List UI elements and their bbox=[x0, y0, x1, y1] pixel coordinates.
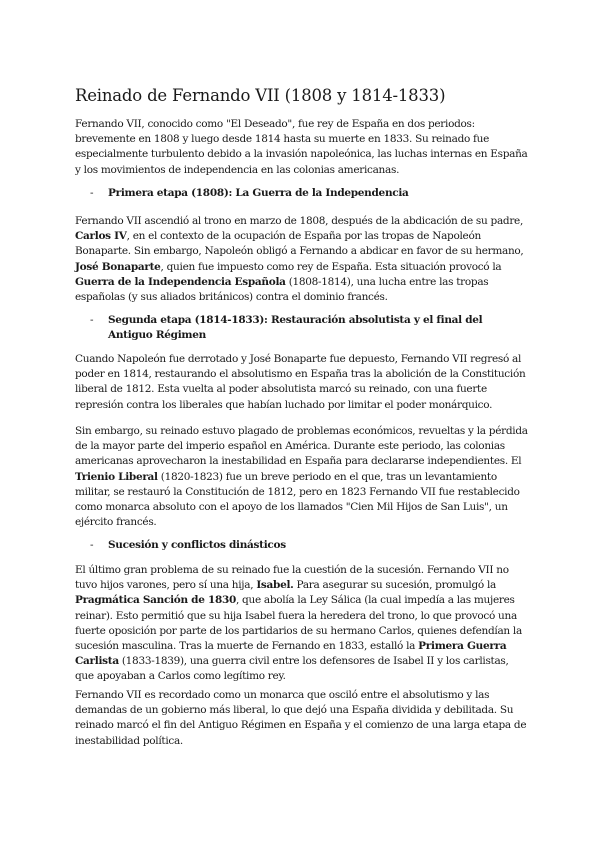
bold-term: José Bonaparte bbox=[75, 260, 161, 273]
sucesion-paragraph: El último gran problema de su reinado fue la cuestión de la sucesión. Fernando VII no tuvo hijos varones, pero sí una hija, Isabel. Para asegurar su sucesión, promulgó la Pragmática Sanción de 1830, que abolía la Ley Sálica (la cual impedía a las mujeres reinar). Esto permitió que su hija Isabel fuera la heredera del trono, lo que provocó una fuerte oposición por parte de los partidarios de su hermano Carlos, quienes defendían la sucesión masculina. Tras la muerte de Fernando en 1833, estalló la Primera Guerra Carlista (1833-1839), una guerra civil entre los defensores de Isabel II y los carlistas, que apoyaban a Carlos como legítimo rey. bbox=[75, 564, 522, 683]
section-heading-text: Segunda etapa (1814-1833): Restauración absolutista y el final del Antiguo Régimen bbox=[108, 314, 483, 341]
segunda-etapa-paragraph-2: Sin embargo, su reinado estuvo plagado de problemas económicos, revueltas y la pérdida de la mayor parte del imperio español en América. Durante este periodo, las colonias americanas aprovecharon la inestabilidad en España para declararse independientes. El Trienio Liberal (1820-1823) fue un breve periodo en el que, tras un levantamiento militar, se restauró la Constitución de 1812, pero en 1823 Fernando VII fue restablecido como monarca absoluto con el apoyo de los llamados "Cien Mil Hijos de San Luis", un ejército francés. bbox=[75, 425, 528, 529]
bullet-dash: - bbox=[90, 187, 94, 199]
section-heading-text: Primera etapa (1808): La Guerra de la Independencia bbox=[108, 187, 409, 199]
primera-etapa-paragraph: Fernando VII ascendió al trono en marzo de 1808, después de la abdicación de su padre, Carlos IV, en el contexto de la ocupación de España por las tropas de Napoleón Bonaparte. Sin embargo, Napoleón obligó a Fernando a abdicar en favor de su hermano, José Bonaparte, quien fue impuesto como rey de España. Esta situación provocó la Guerra de la Independencia Española (1808-1814), una lucha entre las tropas españolas (y sus aliados británicos) contra el dominio francés. bbox=[75, 215, 524, 304]
section-heading-sucesion bbox=[90, 538, 510, 553]
bullet-dash: - bbox=[90, 539, 94, 551]
bold-term: Primera Guerra Carlista bbox=[75, 640, 507, 668]
bold-term: Pragmática Sanción de 1830 bbox=[75, 594, 236, 607]
segunda-etapa-paragraph-1: Cuando Napoleón fue derrotado y José Bonaparte fue depuesto, Fernando VII regresó al poder en 1814, restaurando el absolutismo en España tras la abolición de la Constitución liberal de 1812. Esta vuelta al poder absolutista marcó su reinado, con una fuerte represión contra los liberales que habían luchado por limitar el poder monárquico. bbox=[75, 353, 526, 411]
bold-term: Isabel. bbox=[256, 579, 294, 592]
section-heading-text: Sucesión y conflictos dinásticos bbox=[108, 539, 286, 551]
section-heading-segunda-etapa bbox=[90, 313, 510, 343]
bold-term: Guerra de la Independencia Española bbox=[75, 275, 286, 288]
page-title: Reinado de Fernando VII (1808 y 1814-1833) bbox=[75, 86, 446, 105]
bold-term: Carlos IV bbox=[75, 230, 127, 243]
conclusion-paragraph: Fernando VII es recordado como un monarca que osciló entre el absolutismo y las demandas de un gobierno más liberal, lo que dejó una España dividida y debilitada. Su reinado marcó el fin del Antiguo Régimen en España y el comienzo de una larga etapa de inestabilidad política. bbox=[75, 689, 527, 747]
bullet-dash: - bbox=[90, 314, 94, 326]
intro-paragraph: Fernando VII, conocido como "El Deseado", fue rey de España en dos periodos: brevemente en 1808 y luego desde 1814 hasta su muerte en 1833. Su reinado fue especialmente turbulento debido a la invasión napoleónica, las luchas internas en España y los movimientos de independencia en las colonias americanas. bbox=[75, 118, 528, 176]
bold-term: Trienio Liberal bbox=[75, 470, 158, 483]
section-heading-primera-etapa bbox=[90, 186, 510, 201]
